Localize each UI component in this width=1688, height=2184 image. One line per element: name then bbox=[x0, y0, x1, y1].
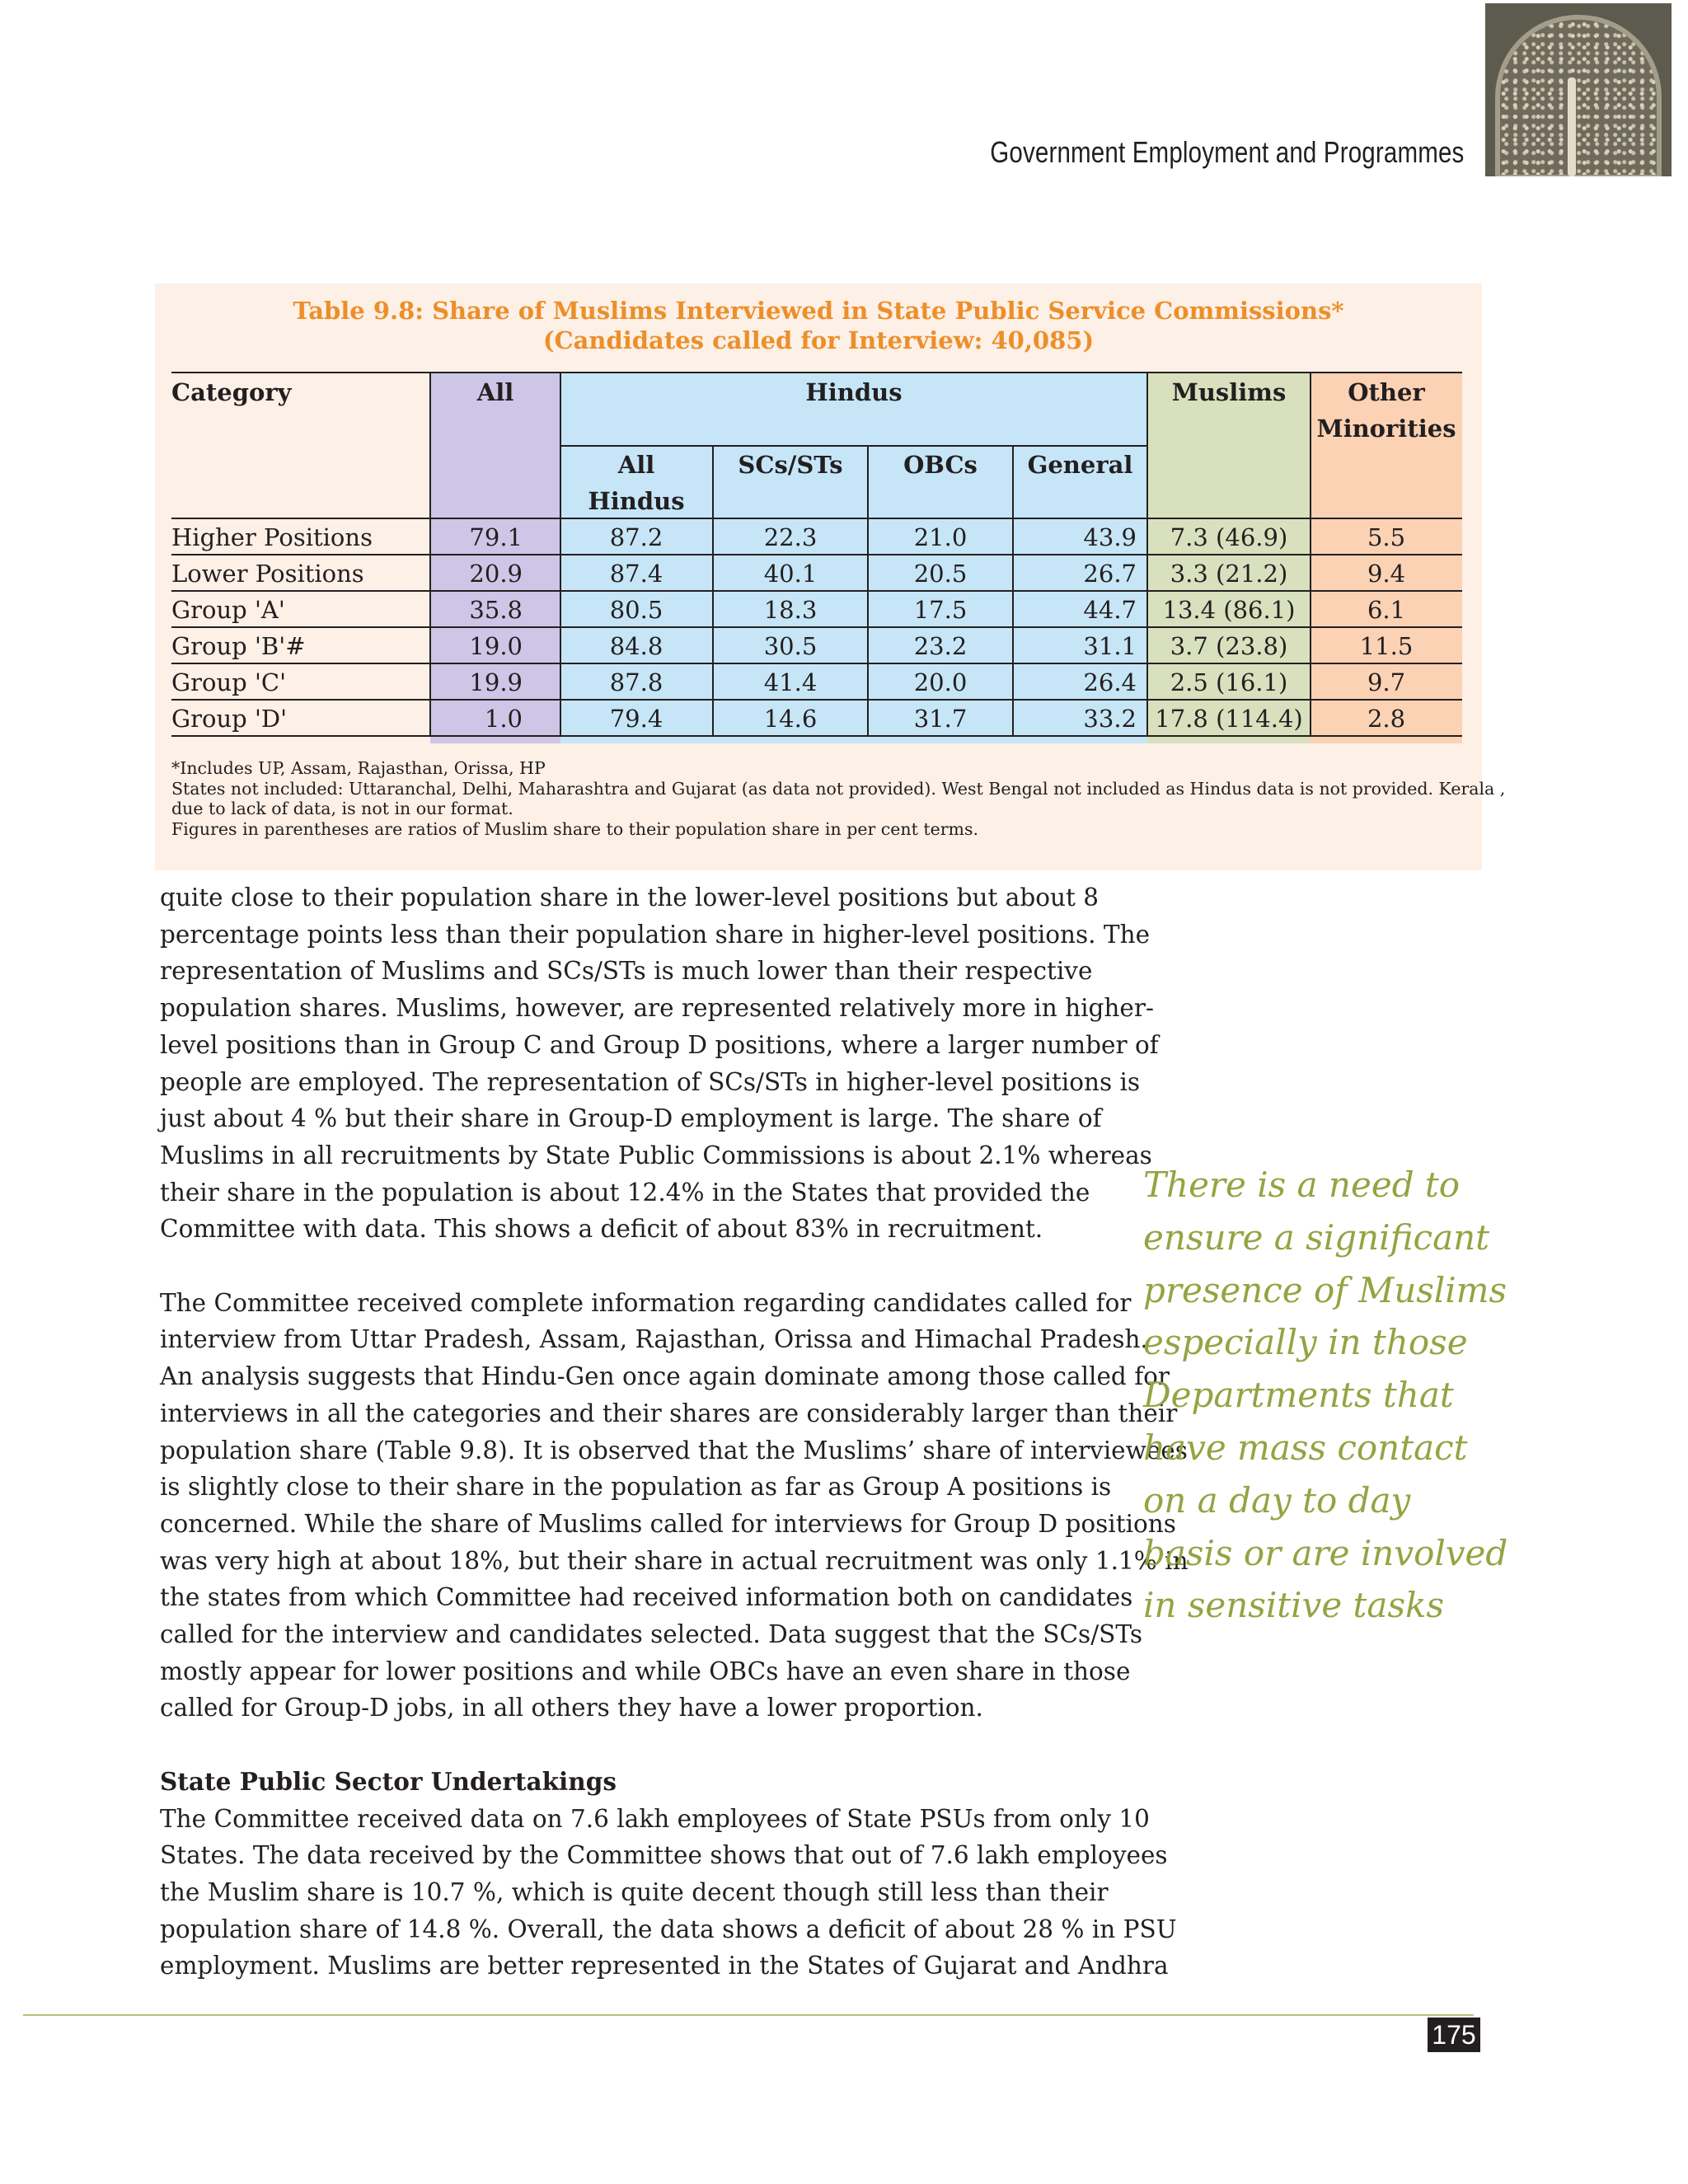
header-all-hindus-line2: Hindus bbox=[588, 487, 685, 515]
table-note: States not included: Uttaranchal, Delhi, Maharashtra and Gujarat (as data not provided). West Bengal not included as Hindus data is not provided. Kerala , bbox=[171, 778, 1506, 799]
cell-other-minorities: 9.4 bbox=[1367, 560, 1406, 588]
paragraph-line: representation of Muslims and SCs/STs is much lower than their respective bbox=[160, 957, 1093, 986]
cell-obcs: 31.7 bbox=[913, 705, 968, 733]
header-muslims: Muslims bbox=[1171, 378, 1287, 406]
cell-other-minorities: 6.1 bbox=[1367, 596, 1406, 624]
table-notes bbox=[171, 758, 1506, 839]
tree-motif bbox=[1568, 77, 1576, 176]
cell-muslims: 3.3 (21.2) bbox=[1170, 560, 1288, 588]
cell-general: 26.4 bbox=[1083, 668, 1137, 696]
cell-all: 19.9 bbox=[469, 668, 523, 696]
paragraph-line: The Committee received data on 7.6 lakh employees of State PSUs from only 10 bbox=[160, 1804, 1150, 1833]
pull-quote-line: on a day to day bbox=[1143, 1479, 1411, 1521]
header-hindus: Hindus bbox=[805, 378, 903, 406]
paragraph-line: called for Group-D jobs, in all others they have a lower proportion. bbox=[160, 1694, 983, 1722]
paragraph-line: was very high at about 18%, but their share in actual recruitment was only 1.1% in bbox=[160, 1546, 1189, 1575]
paragraph-line: their share in the population is about 12.4% in the States that provided the bbox=[160, 1178, 1090, 1207]
cell-all: 79.1 bbox=[469, 523, 523, 551]
paragraph-line: just about 4 % but their share in Group-D employment is large. The share of bbox=[160, 1104, 1102, 1133]
pull-quote bbox=[1143, 1159, 1508, 1632]
row-category: Group 'B'# bbox=[171, 632, 306, 660]
cell-scs-sts: 14.6 bbox=[763, 705, 818, 733]
pull-quote-line: have mass contact bbox=[1143, 1427, 1468, 1468]
cell-other-minorities: 5.5 bbox=[1367, 523, 1406, 551]
cell-scs-sts: 41.4 bbox=[763, 668, 818, 696]
section-subheading: State Public Sector Undertakings bbox=[160, 1766, 617, 1796]
row-category: Group 'A' bbox=[171, 596, 285, 624]
header-scs-sts: SCs/STs bbox=[738, 451, 843, 479]
cell-obcs: 20.5 bbox=[913, 560, 968, 588]
cell-obcs: 20.0 bbox=[913, 668, 968, 696]
paragraph-line: the states from which Committee had received information both on candidates bbox=[160, 1583, 1133, 1612]
cell-all-hindus: 87.2 bbox=[609, 523, 663, 551]
cell-other-minorities: 11.5 bbox=[1359, 632, 1414, 660]
paragraph-line: population shares. Muslims, however, are represented relatively more in higher- bbox=[160, 994, 1154, 1023]
paragraph-line: population share of 14.8 %. Overall, the data shows a deficit of about 28 % in PSU bbox=[160, 1915, 1177, 1943]
row-category: Group 'D' bbox=[171, 705, 288, 733]
pull-quote-line: Departments that bbox=[1143, 1375, 1454, 1416]
paragraph-line: percentage points less than their population share in higher-level positions. The bbox=[160, 920, 1151, 949]
paragraph-line: interviews in all the categories and their shares are considerably larger than their bbox=[160, 1399, 1178, 1427]
cell-general: 44.7 bbox=[1083, 596, 1137, 624]
cell-scs-sts: 40.1 bbox=[763, 560, 818, 588]
cell-all-hindus: 84.8 bbox=[609, 632, 663, 660]
cell-muslims: 7.3 (46.9) bbox=[1170, 523, 1288, 551]
table-title: Table 9.8: Share of Muslims Interviewed in State Public Service Commissions* bbox=[293, 297, 1344, 325]
header-general: General bbox=[1027, 451, 1133, 479]
cell-all: 19.0 bbox=[469, 632, 523, 660]
pull-quote-line: basis or are involved bbox=[1143, 1532, 1508, 1573]
paragraph-line: level positions than in Group C and Group D positions, where a larger number of bbox=[160, 1030, 1159, 1059]
cell-obcs: 23.2 bbox=[913, 632, 968, 660]
cell-general: 33.2 bbox=[1083, 705, 1137, 733]
pull-quote-line: ensure a significant bbox=[1143, 1216, 1490, 1258]
cell-general: 31.1 bbox=[1083, 632, 1137, 660]
paragraph-line: people are employed. The representation of SCs/STs in higher-level positions is bbox=[160, 1067, 1141, 1096]
page-number: 175 bbox=[1428, 2018, 1480, 2052]
paragraph-line: concerned. While the share of Muslims called for interviews for Group D positions bbox=[160, 1509, 1176, 1538]
header-other-line2: Minorities bbox=[1316, 415, 1456, 443]
paragraph-line: is slightly close to their share in the population as far as Group A positions is bbox=[160, 1473, 1112, 1502]
footer-rule bbox=[23, 2014, 1474, 2016]
cell-muslims: 17.8 (114.4) bbox=[1155, 705, 1303, 733]
table-note: *Includes UP, Assam, Rajasthan, Orissa, HP bbox=[171, 758, 546, 778]
cell-all-hindus: 87.8 bbox=[609, 668, 663, 696]
paragraph-line: Committee with data. This shows a deficit of about 83% in recruitment. bbox=[160, 1215, 1043, 1244]
paragraph-line: Muslims in all recruitments by State Public Commissions is about 2.1% whereas bbox=[160, 1141, 1152, 1169]
paragraph-line: The Committee received complete information regarding candidates called for bbox=[160, 1288, 1132, 1317]
header-obcs: OBCs bbox=[903, 451, 978, 479]
cell-obcs: 21.0 bbox=[913, 523, 968, 551]
table-note: due to lack of data, is not in our format. bbox=[171, 799, 513, 819]
table-top-rule bbox=[171, 372, 1462, 373]
cell-other-minorities: 2.8 bbox=[1367, 705, 1406, 733]
cell-other-minorities: 9.7 bbox=[1367, 668, 1406, 696]
header-other-line1: Other bbox=[1348, 378, 1425, 406]
jali-window-decoration bbox=[1495, 15, 1662, 176]
pull-quote-line: especially in those bbox=[1143, 1322, 1468, 1363]
header-arch-image bbox=[1485, 3, 1672, 176]
pull-quote-line: in sensitive tasks bbox=[1143, 1585, 1444, 1626]
paragraph-line: quite close to their population share in the lower-level positions but about 8 bbox=[160, 883, 1099, 912]
paragraph-line: mostly appear for lower positions and while OBCs have an even share in those bbox=[160, 1657, 1131, 1685]
table-panel bbox=[155, 284, 1506, 870]
cell-all: 35.8 bbox=[469, 596, 523, 624]
body-text bbox=[160, 879, 1189, 1985]
cell-all-hindus: 87.4 bbox=[609, 560, 663, 588]
pull-quote-line: presence of Muslims bbox=[1143, 1269, 1507, 1310]
cell-scs-sts: 18.3 bbox=[763, 596, 818, 624]
paragraph-line: States. The data received by the Committee shows that out of 7.6 lakh employees bbox=[160, 1841, 1168, 1870]
paragraph-line: population share (Table 9.8). It is observed that the Muslims’ share of interviewees bbox=[160, 1436, 1188, 1465]
paragraph-line: called for the interview and candidates selected. Data suggest that the SCs/STs bbox=[160, 1620, 1143, 1649]
header-all-hindus-line1: All bbox=[617, 451, 655, 479]
table-note: Figures in parentheses are ratios of Muslim share to their population share in per cent terms. bbox=[171, 818, 978, 839]
cell-muslims: 13.4 (86.1) bbox=[1162, 596, 1296, 624]
header-all: All bbox=[476, 378, 514, 406]
running-header: Government Employment and Programmes bbox=[989, 135, 1464, 169]
cell-scs-sts: 22.3 bbox=[763, 523, 818, 551]
paragraph-line: interview from Uttar Pradesh, Assam, Rajasthan, Orissa and Himachal Pradesh. bbox=[160, 1325, 1148, 1354]
cell-general: 26.7 bbox=[1083, 560, 1137, 588]
header-category: Category bbox=[171, 378, 292, 406]
row-category: Group 'C' bbox=[171, 668, 287, 696]
paragraph-line: employment. Muslims are better represented in the States of Gujarat and Andhra bbox=[160, 1952, 1169, 1980]
cell-all: 1.0 bbox=[484, 705, 523, 733]
paragraph-line: An analysis suggests that Hindu-Gen once again dominate among those called for bbox=[160, 1362, 1170, 1391]
cell-obcs: 17.5 bbox=[913, 596, 968, 624]
table-subtitle: (Candidates called for Interview: 40,085) bbox=[542, 326, 1095, 354]
cell-all: 20.9 bbox=[469, 560, 523, 588]
row-category: Higher Positions bbox=[171, 523, 373, 551]
pull-quote-line: There is a need to bbox=[1143, 1165, 1461, 1205]
paragraph-line: the Muslim share is 10.7 %, which is quite decent though still less than their bbox=[160, 1877, 1109, 1906]
cell-general: 43.9 bbox=[1083, 523, 1137, 551]
cell-all-hindus: 79.4 bbox=[609, 705, 663, 733]
row-category: Lower Positions bbox=[171, 560, 364, 588]
cell-muslims: 3.7 (23.8) bbox=[1170, 632, 1288, 660]
cell-muslims: 2.5 (16.1) bbox=[1170, 668, 1288, 696]
cell-all-hindus: 80.5 bbox=[609, 596, 663, 624]
cell-scs-sts: 30.5 bbox=[763, 632, 818, 660]
